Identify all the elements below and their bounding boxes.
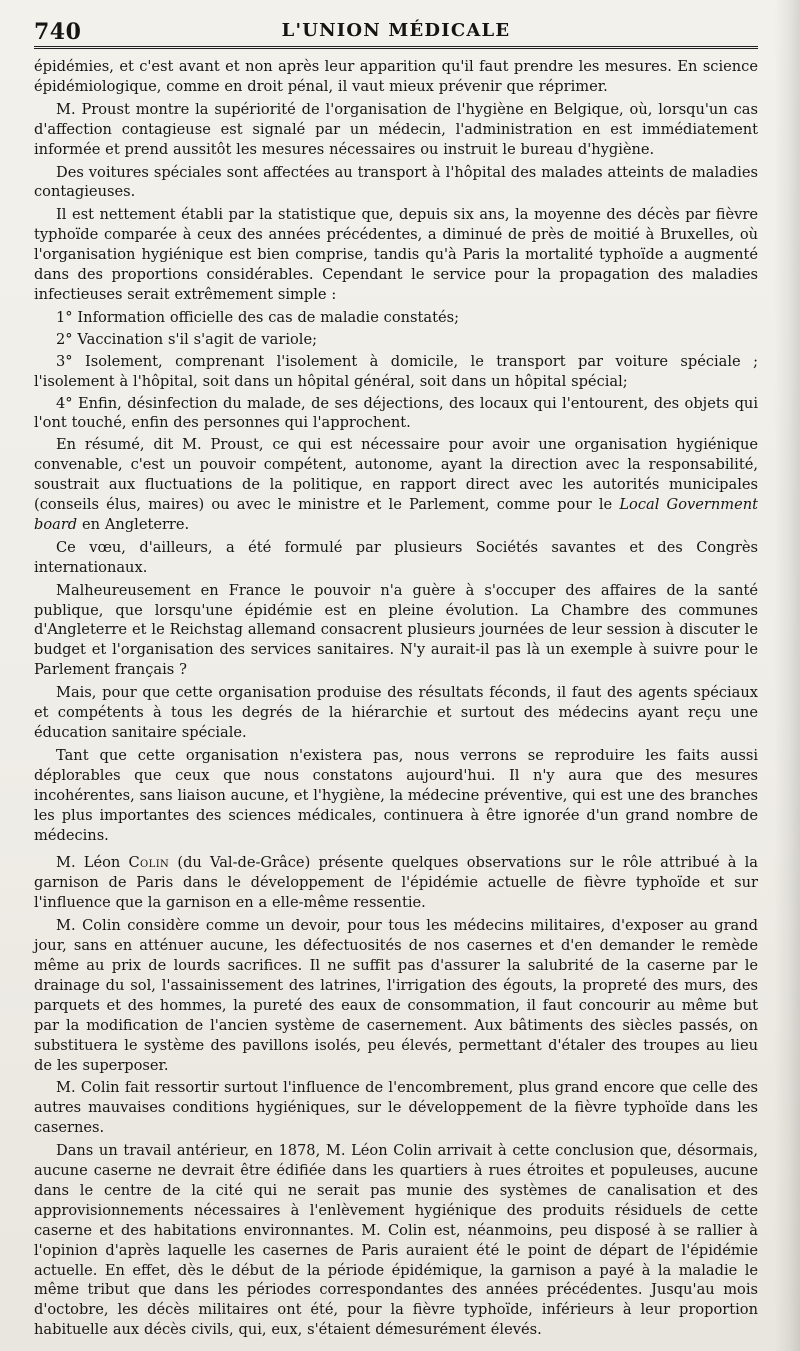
paragraph-belgium-organisation: M. Proust montre la supériorité de l'organisation de l'hygiène en Belgique, où, lorsqu'un cas d'affection contagieuse est signalé par un médecin, l'administration en est immédiatement informée et prend aussitôt les mesures nécessaires ou instruit le bureau d'hygiène.: [34, 100, 758, 158]
list-item-official-information: 1° Information officielle des cas de maladie constatés;: [56, 308, 459, 326]
colin-intro-end: (du Val-de-Grâce) présente quelques observations sur le rôle attribué à la garnison de Paris dans le développement de l'épidémie actuelle de fièvre typhoïde et sur l'influence que la garnison en a elle-même ressentie.: [34, 854, 758, 912]
paragraph-continued-epidemics: épidémies, et c'est avant et non après leur apparition qu'il faut prendre les mesures. En science épidémiologique, comme en droit pénal, il vaut mieux prévenir que réprimer.: [34, 58, 758, 95]
list-item-isolation: 3° Isolement, comprenant l'isolement à domicile, le transport par voiture spéciale ; l'isolement à l'hôpital, soit dans un hôpital général, soit dans un hôpital spécial;: [34, 352, 758, 390]
journal-title: L'UNION MÉDICALE: [281, 20, 511, 41]
paragraph-france-parliament: Malheureusement en France le pouvoir n'a guère à s'occuper des affaires de la santé publique, que lorsqu'une épidémie est en pleine évolution. La Chambre des communes d'Angleterre et le Reichstag allemand consacrent plusieurs journées de leur session à discuter le budget et l'organisation des services sanitaires. N'y aurait-il pas là un exemple à suivre pour le Parlement français ?: [34, 581, 758, 679]
paragraph-earlier-work-1878: Dans un travail antérieur, en 1878, M. Léon Colin arrivait à cette conclusion que, désormais, aucune caserne ne devrait être édifiée dans les quartiers à rues étroites et populeuses, aucune dans le centre de la cité qui ne serait pas munie des systèmes de canalisation et des approvisionnements nécessaires à l'enlèvement hygiénique des produits résiduels de cette caserne et des habitations environnantes. M. Colin est, néanmoins, peu disposé à se rallier à l'opinion d'après laquelle les casernes de Paris auraient été le point de départ de l'épidémie actuelle. En effet, dès le début de la période épidémique, la garnison a payé à la maladie le même tribut que dans les périodes correspondantes des années précédentes. Jusqu'au mois d'octobre, les décès militaires ont été, pour la fièvre typhoïde, inférieurs à leur proportion habituelle aux décès civils, qui, eux, s'étaient démesurément élevés.: [34, 1142, 758, 1339]
paragraph-international-wish: Ce vœu, d'ailleurs, a été formulé par plusieurs Sociétés savantes et des Congrès internationaux.: [34, 538, 758, 576]
list-item-vaccination: 2° Vaccination s'il s'agit de variole;: [56, 330, 317, 348]
list-item-disinfection: 4° Enfin, désinfection du malade, de ses déjections, des locaux qui l'entourent, des objets qui l'ont touché, enfin des personnes qui l'approchent.: [34, 394, 758, 432]
summary-text-end: en Angleterre.: [77, 515, 190, 533]
paragraph-summary-proust: [34, 435, 758, 535]
paragraph-preventive-medicine: Tant que cette organisation n'existera pas, nous verrons se reproduire les faits aussi déplorables que ceux que nous constatons aujourd'hui. Il n'y aura que des mesures incohérentes, sans liaison aucune, et l'hygiène, la médecine préventive, qui est une des branches les plus importantes des sciences médicales, continuera à être ignorée d'un grand nombre de médecins.: [34, 746, 758, 844]
paragraph-leon-colin-intro: [34, 853, 758, 913]
paragraph-overcrowding: M. Colin fait ressortir surtout l'influence de l'encombrement, plus grand encore que celle des autres mauvaises conditions hygiéniques, sur le développement de la fièvre typhoïde dans les casernes.: [34, 1079, 758, 1137]
paragraph-special-agents: Mais, pour que cette organisation produise des résultats féconds, il faut des agents spéciaux et compétents à tous les degrés de la hiérarchie et surtout des médecins ayant reçu une éducation sanitaire spéciale.: [34, 684, 758, 741]
paragraph-special-vehicles: Des voitures spéciales sont affectées au transport à l'hôpital des malades atteints de maladies contagieuses.: [34, 163, 758, 201]
colin-intro-start: M. Léon: [56, 854, 129, 872]
colin-name-smallcaps: Colin: [128, 854, 170, 872]
paragraph-statistics: Il est nettement établi par la statistique que, depuis six ans, la moyenne des décès par fièvre typhoïde comparée à ceux des années précédentes, a diminué de près de moitié à Bruxelles, où l'organisation hygiénique est bien comprise, tandis qu'à Paris la mortalité typhoïde a augmenté dans des proportions considérables. Cependant le service pour la propagation des maladies infectieuses serait extrêmement simple :: [34, 206, 758, 303]
paragraph-military-barracks: M. Colin considère comme un devoir, pour tous les médecins militaires, d'exposer au grand jour, sans en atténuer aucune, les défectuosités de nos casernes et d'en demander le remède même au prix de lourds sacrifices. Il ne suffit pas d'assurer la salubrité de la caserne par le drainage du sol, l'assainissement des latrines, l'irrigation des égouts, la propreté des murs, des parquets et des hommes, la pureté des eaux de consommation, il faut concourir au même but par la modification de l'ancien système de casernement. Aux bâtiments des siècles passés, on substituera le système des pavillons isolés, peu élevés, permettant d'étaler des troupes au lieu de les superposer.: [34, 917, 758, 1074]
article-body: [34, 57, 758, 1340]
running-head: [34, 12, 758, 49]
page-number: 740: [34, 19, 82, 45]
summary-text-start: En résumé, dit M. Proust, ce qui est nécessaire pour avoir une organisation hygiénique convenable, c'est un pouvoir compétent, autonome, ayant la direction avec la responsabilité, soustrait aux fluctuations de la politique, en rapport direct avec les autorités municipales (conseils élus, maires) ou avec le ministre et le Parlement, comme pour le: [34, 436, 758, 514]
local-government-board-italic: Local Government board: [34, 496, 758, 533]
